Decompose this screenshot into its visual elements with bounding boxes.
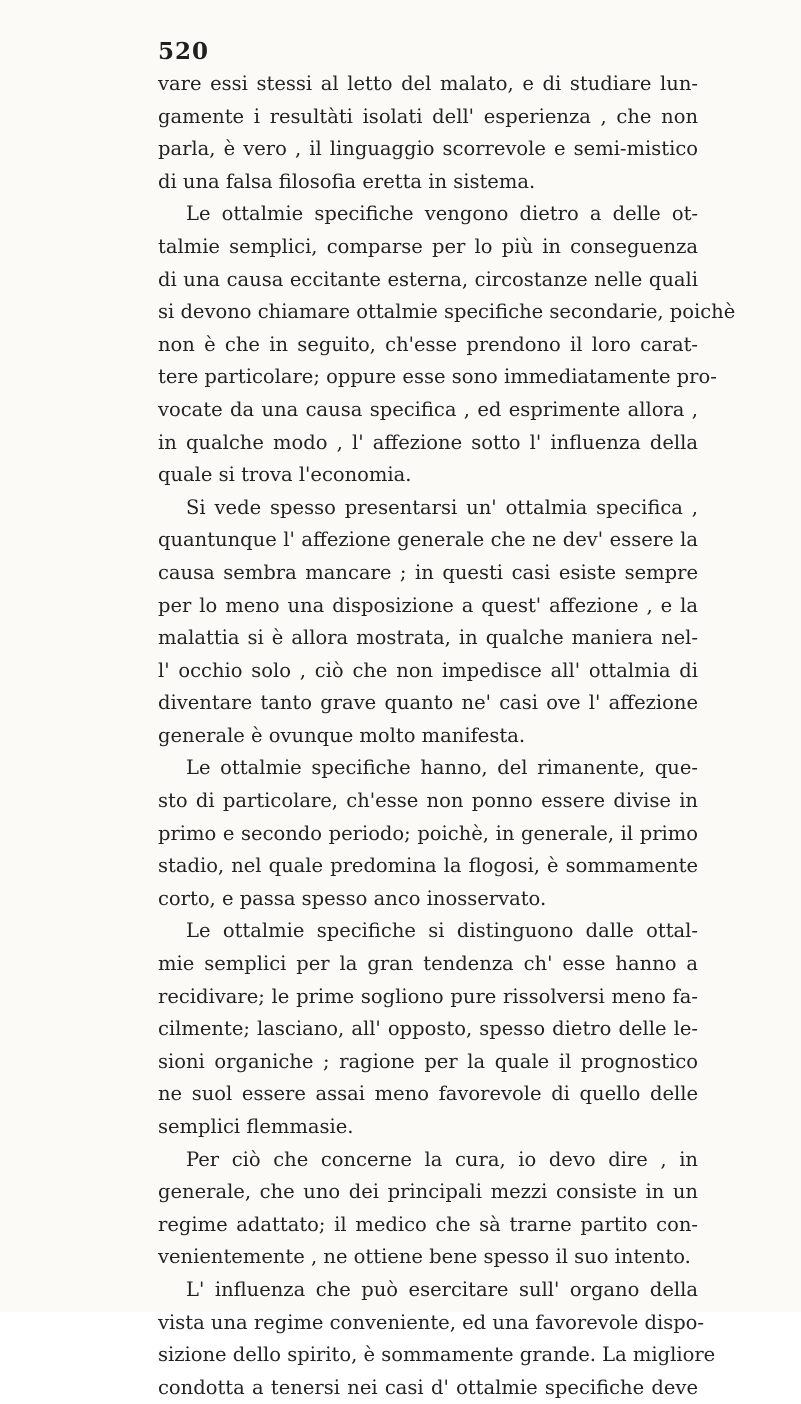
text-line: venientemente , ne ottiene bene spesso il suo intento. xyxy=(158,1245,691,1269)
text-line: cilmente; lasciano, all' opposto, spesso dietro delle le- xyxy=(158,1017,698,1041)
text-line: L' influenza che può esercitare sull' organo della xyxy=(186,1277,698,1301)
text-line: ne suol essere assai meno favorevole di quello delle xyxy=(158,1082,698,1106)
text-line: Per ciò che concerne la cura, io devo dire , in xyxy=(186,1147,698,1171)
text-line: generale, che uno dei principali mezzi consiste in un xyxy=(158,1180,698,1204)
text-line: primo e secondo periodo; poichè, in generale, il primo xyxy=(158,821,698,845)
text-line: di una causa eccitante esterna, circostanze nelle quali xyxy=(158,267,698,291)
text-line: Si vede spesso presentarsi un' ottalmia specifica , xyxy=(186,495,698,519)
text-line: stadio, nel quale predomina la flogosi, è sommamente xyxy=(158,854,698,878)
text-line: talmie semplici, comparse per lo più in conseguenza xyxy=(158,234,698,258)
body-text xyxy=(158,68,736,1404)
text-line: vare essi stessi al letto del malato, e di studiare lun- xyxy=(158,72,698,95)
text-line: tere particolare; oppure esse sono immediatamente pro- xyxy=(158,365,717,389)
text-line: malattia si è allora mostrata, in qualche maniera nel- xyxy=(158,626,698,650)
text-line: quantunque l' affezione generale che ne dev' essere la xyxy=(158,528,698,552)
text-line: diventare tanto grave quanto ne' casi ove l' affezione xyxy=(158,691,698,715)
text-line: si devono chiamare ottalmie specifiche secondarie, poichè xyxy=(158,300,736,324)
text-line: sizione dello spirito, è sommamente grande. La migliore xyxy=(158,1343,716,1367)
page-number: 520 xyxy=(158,38,210,65)
text-line: generale è ovunque molto manifesta. xyxy=(158,723,526,747)
text-line: Le ottalmie specifiche hanno, del rimanente, que- xyxy=(186,756,698,780)
text-line: non è che in seguito, ch'esse prendono il loro carat- xyxy=(158,332,698,356)
text-line: vista una regime conveniente, ed una favorevole dispo- xyxy=(158,1310,705,1334)
text-line: l' occhio solo , ciò che non impedisce all' ottalmia di xyxy=(158,658,698,682)
text-line: di una falsa filosofia eretta in sistema. xyxy=(158,169,536,193)
text-line: vocate da una causa specifica , ed esprimente allora , xyxy=(158,397,698,421)
text-line: Le ottalmie specifiche si distinguono dalle ottal- xyxy=(186,919,698,943)
text-line: in qualche modo , l' affezione sotto l' influenza della xyxy=(158,430,698,454)
text-line: mie semplici per la gran tendenza ch' esse hanno a xyxy=(158,952,698,976)
text-line: recidivare; le prime sogliono pure rissolversi meno fa- xyxy=(158,984,698,1008)
text-line: corto, e passa spesso anco inosservato. xyxy=(158,886,547,910)
text-line: condotta a tenersi nei casi d' ottalmie specifiche deve xyxy=(158,1375,698,1399)
text-line: Le ottalmie specifiche vengono dietro a delle ot- xyxy=(186,202,698,226)
text-line: quale si trova l'economia. xyxy=(158,463,412,487)
text-line: causa sembra mancare ; in questi casi esiste sempre xyxy=(158,560,698,584)
text-line: sioni organiche ; ragione per la quale il prognostico xyxy=(158,1049,698,1073)
text-line: sto di particolare, ch'esse non ponno essere divise in xyxy=(158,789,698,813)
text-line: parla, è vero , il linguaggio scorrevole e semi-mistico xyxy=(158,137,698,161)
text-line: gamente i resultàti isolati dell' esperienza , che non xyxy=(158,104,698,128)
text-line: regime adattato; il medico che sà trarne partito con- xyxy=(158,1212,698,1236)
text-line: semplici flemmasie. xyxy=(158,1115,354,1138)
text-line: per lo meno una disposizione a quest' affezione , e la xyxy=(158,593,698,617)
